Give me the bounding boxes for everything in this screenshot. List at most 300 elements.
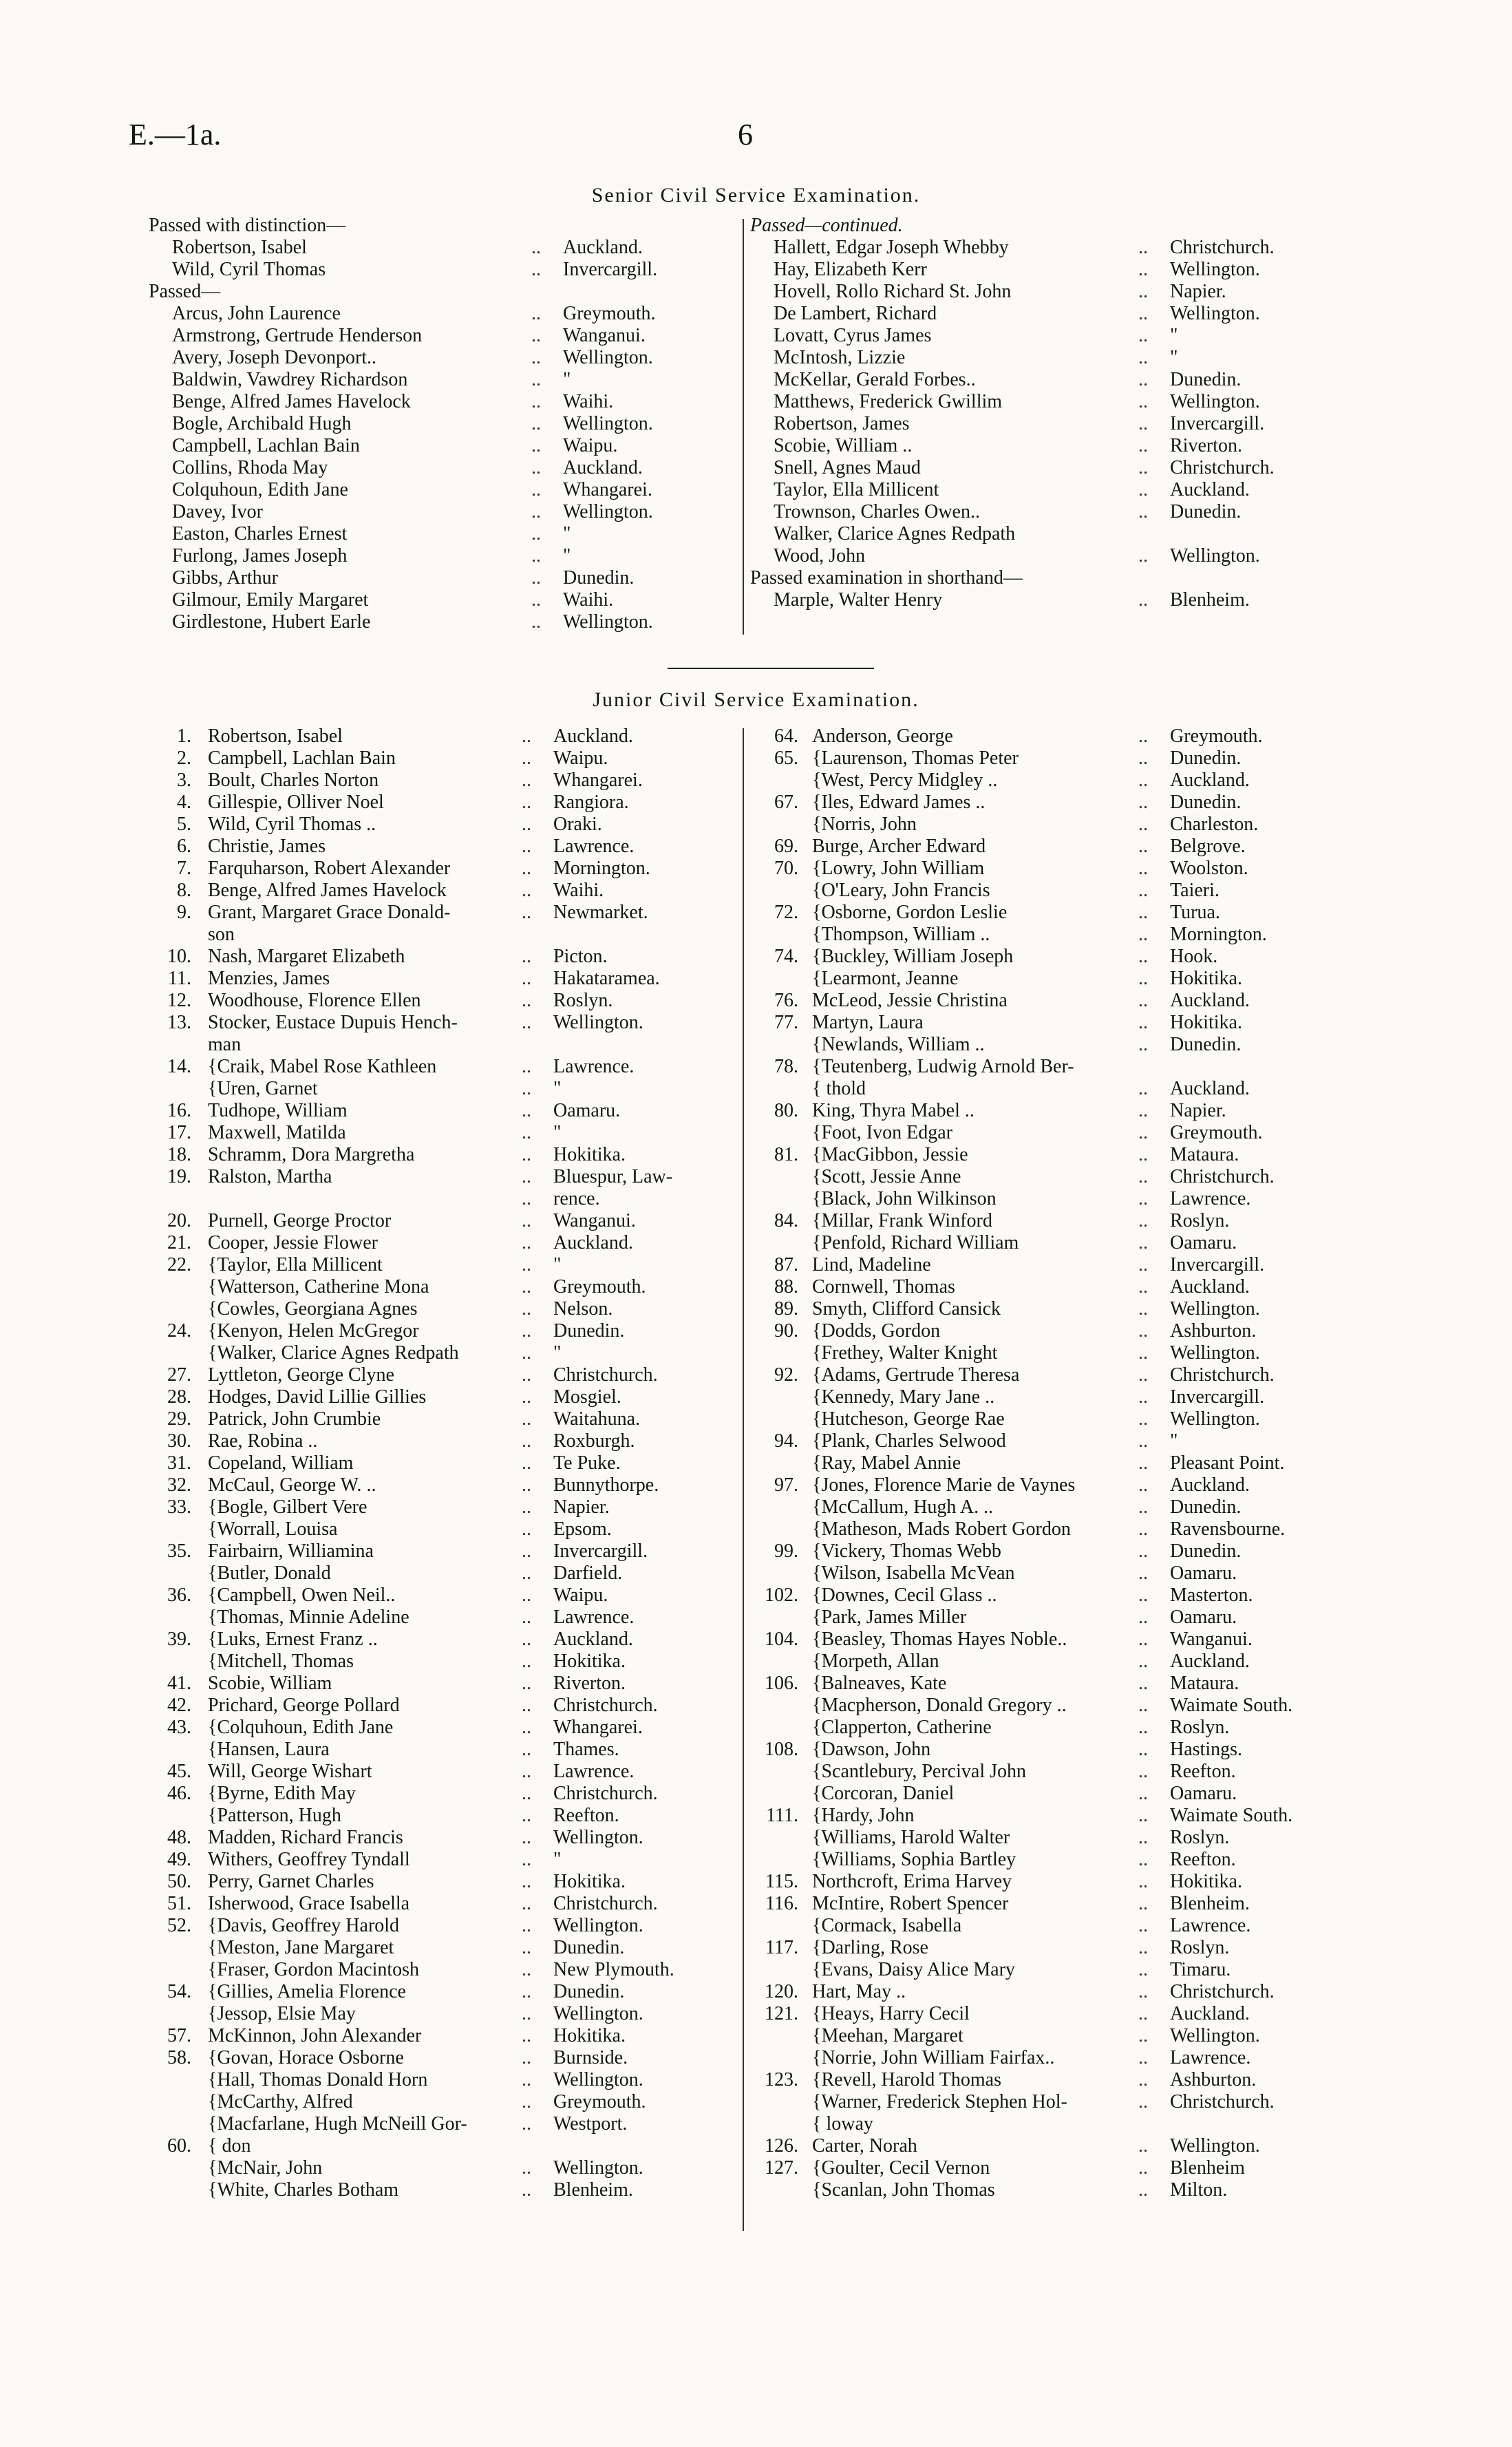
- list-item: [158, 1144, 741, 1166]
- leader-dots: ..: [1138, 1849, 1148, 1870]
- leader-dots: ..: [522, 1871, 531, 1892]
- candidate-name: McIntire, Robert Spencer: [812, 1893, 1009, 1914]
- leader-dots: ..: [522, 792, 531, 813]
- rank-number: 88.: [774, 1276, 798, 1297]
- candidate-place: Wellington.: [1170, 2135, 1260, 2157]
- candidate-place: Reefton.: [553, 1805, 619, 1826]
- rank-number: 30.: [167, 1430, 191, 1452]
- candidate-name: {Dodds, Gordon: [812, 1320, 941, 1342]
- candidate-place: Whangarei.: [553, 1717, 643, 1738]
- candidate-name: {Luks, Ernest Franz ..: [208, 1629, 378, 1650]
- list-item: [158, 880, 741, 902]
- list-item: [750, 1012, 1370, 1034]
- rank-number: 7.: [177, 858, 191, 879]
- rank-number: 69.: [774, 836, 798, 857]
- leader-dots: ..: [522, 968, 531, 989]
- list-item: [158, 2025, 741, 2047]
- list-item: [750, 1629, 1370, 1651]
- list-item: [750, 413, 1370, 435]
- leader-dots: ..: [531, 325, 541, 346]
- candidate-name: Rae, Robina ..: [208, 1430, 318, 1452]
- list-item: [750, 858, 1370, 880]
- leader-dots: ..: [531, 391, 541, 412]
- leader-dots: ..: [1138, 589, 1148, 611]
- candidate-place: Oamaru.: [1170, 1232, 1237, 1253]
- rank-number: 58.: [167, 2047, 191, 2068]
- candidate-place: ": [563, 523, 571, 544]
- candidate-place: Oamaru.: [1170, 1783, 1237, 1804]
- candidate-name: Scobie, William: [208, 1673, 332, 1694]
- leader-dots: ..: [531, 303, 541, 324]
- list-item: [158, 924, 741, 946]
- list-item: [750, 1585, 1370, 1607]
- leader-dots: ..: [522, 1607, 531, 1628]
- leader-dots: ..: [522, 1276, 531, 1297]
- list-item: [158, 1915, 741, 1937]
- list-item: [158, 1981, 741, 2003]
- candidate-place: Mornington.: [1170, 924, 1267, 945]
- candidate-place: Wellington.: [563, 501, 653, 522]
- list-item: [750, 501, 1370, 523]
- leader-dots: ..: [522, 1849, 531, 1870]
- list-item: [750, 2047, 1370, 2069]
- leader-dots: ..: [531, 237, 541, 258]
- leader-dots: ..: [1138, 1607, 1148, 1628]
- leader-dots: ..: [522, 880, 531, 901]
- rank-number: 54.: [167, 1981, 191, 2002]
- candidate-place: Christchurch.: [1170, 1166, 1275, 1187]
- candidate-place: Waihi.: [553, 880, 604, 901]
- leader-dots: ..: [1138, 858, 1148, 879]
- leader-dots: ..: [1138, 990, 1148, 1011]
- candidate-name: Prichard, George Pollard: [208, 1695, 400, 1716]
- leader-dots: ..: [522, 1452, 531, 1474]
- candidate-place: ": [553, 1849, 562, 1870]
- candidate-place: Hokitika.: [553, 1144, 626, 1165]
- leader-dots: ..: [522, 1430, 531, 1452]
- candidate-place: Dunedin.: [563, 567, 635, 589]
- list-item: [750, 748, 1370, 770]
- candidate-name: {Fraser, Gordon Macintosh: [208, 1959, 420, 1980]
- leader-dots: ..: [1138, 792, 1148, 813]
- candidate-place: Hokitika.: [553, 1651, 626, 1672]
- leader-dots: ..: [522, 1320, 531, 1342]
- candidate-place: Christchurch.: [1170, 457, 1275, 478]
- list-heading: Passed examination in shorthand—: [750, 567, 1023, 589]
- candidate-name: McKellar, Gerald Forbes..: [774, 369, 976, 390]
- candidate-name: {Butler, Donald: [208, 1563, 331, 1584]
- leader-dots: ..: [522, 1100, 531, 1121]
- rank-number: 102.: [765, 1585, 798, 1606]
- candidate-name: Lind, Madeline: [812, 1254, 931, 1275]
- candidate-place: ": [563, 545, 571, 566]
- list-item: [158, 1078, 741, 1100]
- section-divider: [668, 668, 874, 669]
- list-item: [158, 2113, 741, 2135]
- list-item: [750, 1056, 1370, 1078]
- candidate-name: {Bogle, Gilbert Vere: [208, 1496, 368, 1518]
- rank-number: 123.: [765, 2069, 798, 2090]
- candidate-name: Ralston, Martha: [208, 1166, 332, 1187]
- leader-dots: ..: [1138, 1673, 1148, 1694]
- candidate-place: Hokitika.: [1170, 968, 1242, 989]
- candidate-name: {Craik, Mabel Rose Kathleen: [208, 1056, 437, 1077]
- list-item: [750, 1518, 1370, 1540]
- leader-dots: ..: [531, 611, 541, 633]
- candidate-place: Auckland.: [1170, 1651, 1250, 1672]
- list-item: [750, 1805, 1370, 1827]
- candidate-name: Northcroft, Erima Harvey: [812, 1871, 1012, 1892]
- candidate-place: Christchurch.: [553, 1783, 658, 1804]
- candidate-name: {Ray, Mabel Annie: [812, 1452, 961, 1474]
- list-item: [158, 1408, 741, 1430]
- candidate-place: Greymouth.: [553, 2091, 646, 2112]
- candidate-name: {Byrne, Edith May: [208, 1783, 356, 1804]
- rank-number: 45.: [167, 1761, 191, 1782]
- candidate-place: Turua.: [1170, 902, 1220, 923]
- candidate-name: {Revell, Harold Thomas: [812, 2069, 1001, 2090]
- candidate-place: Bluespur, Law-: [553, 1166, 673, 1187]
- candidate-place: Wellington.: [553, 1915, 643, 1936]
- candidate-place: Wellington.: [1170, 2025, 1260, 2046]
- candidate-name: {Evans, Daisy Alice Mary: [812, 1959, 1015, 1980]
- list-item: [750, 1276, 1370, 1298]
- candidate-place: Dunedin.: [1170, 501, 1242, 522]
- leader-dots: ..: [1138, 1100, 1148, 1121]
- candidate-name: {Clapperton, Catherine: [812, 1717, 992, 1738]
- list-item: [158, 1474, 741, 1496]
- list-item: [158, 1122, 741, 1144]
- leader-dots: ..: [522, 2003, 531, 2024]
- leader-dots: ..: [522, 1210, 531, 1231]
- candidate-place: Dunedin.: [1170, 1496, 1242, 1518]
- list-item: [149, 281, 741, 303]
- list-item: [149, 479, 741, 501]
- candidate-place: Waipu.: [553, 748, 608, 769]
- candidate-name: Benge, Alfred James Havelock: [172, 391, 411, 412]
- candidate-name: {O'Leary, John Francis: [812, 880, 990, 901]
- leader-dots: ..: [522, 902, 531, 923]
- candidate-name: {Park, James Miller: [812, 1607, 967, 1628]
- candidate-place: Bunnythorpe.: [553, 1474, 659, 1496]
- candidate-place: rence.: [553, 1188, 600, 1209]
- list-item: [750, 391, 1370, 413]
- candidate-name: Colquhoun, Edith Jane: [172, 479, 348, 500]
- candidate-place: Lawrence.: [553, 836, 635, 857]
- candidate-name: Anderson, George: [812, 725, 953, 747]
- leader-dots: ..: [1138, 391, 1148, 412]
- rank-number: 16.: [167, 1100, 191, 1121]
- candidate-place: Ashburton.: [1170, 2069, 1257, 2090]
- junior-right-column: [750, 725, 1370, 2201]
- candidate-name: Avery, Joseph Devonport..: [172, 347, 377, 368]
- candidate-place: Thames.: [553, 1739, 619, 1760]
- leader-dots: ..: [1138, 1915, 1148, 1936]
- rank-number: 42.: [167, 1695, 191, 1716]
- candidate-name: Trownson, Charles Owen..: [774, 501, 980, 522]
- candidate-name: Campbell, Lachlan Bain: [172, 435, 360, 456]
- candidate-place: Dunedin.: [553, 1937, 625, 1958]
- candidate-name: Hay, Elizabeth Kerr: [774, 259, 927, 280]
- leader-dots: ..: [1138, 1166, 1148, 1187]
- list-item: [158, 1717, 741, 1739]
- candidate-name: {Kennedy, Mary Jane ..: [812, 1386, 995, 1408]
- leader-dots: ..: [1138, 1188, 1148, 1209]
- list-item: [158, 968, 741, 990]
- list-item: [750, 1474, 1370, 1496]
- candidate-name: Schramm, Dora Margretha: [208, 1144, 415, 1165]
- list-item: [158, 2069, 741, 2091]
- candidate-name: Lovatt, Cyrus James: [774, 325, 932, 346]
- candidate-name: {Macfarlane, Hugh McNeill Gor-: [208, 2113, 467, 2134]
- list-item: [750, 281, 1370, 303]
- leader-dots: ..: [1138, 1871, 1148, 1892]
- candidate-name: Robertson, Isabel: [208, 725, 343, 747]
- leader-dots: ..: [1138, 1496, 1148, 1518]
- list-item: [149, 259, 741, 281]
- list-item: [750, 1981, 1370, 2003]
- candidate-name: {Learmont, Jeanne: [812, 968, 959, 989]
- candidate-name: Campbell, Lachlan Bain: [208, 748, 396, 769]
- leader-dots: ..: [522, 2025, 531, 2046]
- rank-number: 70.: [774, 858, 798, 879]
- candidate-place: Rangiora.: [553, 792, 629, 813]
- candidate-place: Christchurch.: [553, 1695, 658, 1716]
- candidate-name: Arcus, John Laurence: [172, 303, 341, 324]
- candidate-place: Dunedin.: [1170, 369, 1242, 390]
- candidate-place: Roslyn.: [553, 990, 613, 1011]
- candidate-place: Timaru.: [1170, 1959, 1231, 1980]
- list-item: [750, 1342, 1370, 1364]
- candidate-place: Mataura.: [1170, 1673, 1239, 1694]
- candidate-name: Fairbairn, Williamina: [208, 1540, 374, 1562]
- list-item: [750, 2091, 1370, 2113]
- list-item: [158, 1012, 741, 1034]
- leader-dots: ..: [1138, 369, 1148, 390]
- candidate-name: {White, Charles Botham: [208, 2179, 399, 2201]
- candidate-name: {Meston, Jane Margaret: [208, 1937, 394, 1958]
- rank-number: 18.: [167, 1144, 191, 1165]
- rank-number: 2.: [177, 748, 191, 769]
- candidate-place: Wellington.: [553, 2069, 643, 2090]
- list-heading: Passed with distinction—: [149, 215, 346, 236]
- rank-number: 48.: [167, 1827, 191, 1848]
- candidate-name: Robertson, James: [774, 413, 910, 434]
- candidate-name: Purnell, George Proctor: [208, 1210, 392, 1231]
- list-item: [750, 347, 1370, 369]
- leader-dots: ..: [522, 2157, 531, 2179]
- candidate-name: { don: [208, 2135, 251, 2157]
- candidate-name: Nash, Margaret Elizabeth: [208, 946, 405, 967]
- candidate-name: King, Thyra Mabel ..: [812, 1100, 975, 1121]
- list-item: [750, 303, 1370, 325]
- rank-number: 17.: [167, 1122, 191, 1143]
- list-item: [750, 1364, 1370, 1386]
- candidate-place: Auckland.: [1170, 2003, 1250, 2024]
- candidate-place: Waimate South.: [1170, 1805, 1293, 1826]
- page-reference: E.—1a.: [129, 118, 222, 151]
- list-item: [750, 545, 1370, 567]
- candidate-place: Auckland.: [1170, 1276, 1250, 1297]
- leader-dots: ..: [1138, 814, 1148, 835]
- candidate-name: Wild, Cyril Thomas: [172, 259, 326, 280]
- candidate-name: {Foot, Ivon Edgar: [812, 1122, 952, 1143]
- leader-dots: ..: [1138, 347, 1148, 368]
- senior-left-column: [149, 215, 741, 633]
- candidate-name: son: [208, 924, 235, 945]
- rank-number: 10.: [167, 946, 191, 967]
- candidate-place: Waipu.: [553, 1585, 608, 1606]
- list-item: [158, 1342, 741, 1364]
- candidate-place: Auckland.: [1170, 770, 1250, 791]
- leader-dots: ..: [531, 567, 541, 589]
- candidate-place: Lawrence.: [553, 1056, 635, 1077]
- list-item: [158, 748, 741, 770]
- candidate-name: Cooper, Jessie Flower: [208, 1232, 378, 1253]
- leader-dots: ..: [522, 990, 531, 1011]
- candidate-name: {Watterson, Catherine Mona: [208, 1276, 429, 1297]
- junior-left-column: [158, 725, 741, 2201]
- list-item: [750, 479, 1370, 501]
- candidate-name: Easton, Charles Ernest: [172, 523, 348, 544]
- candidate-name: {Kenyon, Helen McGregor: [208, 1320, 419, 1342]
- list-item: [158, 1761, 741, 1783]
- candidate-name: Furlong, James Joseph: [172, 545, 348, 566]
- list-item: [149, 347, 741, 369]
- leader-dots: ..: [522, 1474, 531, 1496]
- list-item: [158, 1056, 741, 1078]
- candidate-name: Perry, Garnet Charles: [208, 1871, 374, 1892]
- leader-dots: ..: [1138, 1430, 1148, 1452]
- rank-number: 116.: [765, 1893, 798, 1914]
- list-item: [750, 1893, 1370, 1915]
- rank-number: 36.: [167, 1585, 191, 1606]
- candidate-name: Stocker, Eustace Dupuis Hench-: [208, 1012, 458, 1033]
- leader-dots: ..: [522, 1298, 531, 1320]
- candidate-place: Auckland.: [563, 237, 643, 258]
- candidate-place: Waihi.: [563, 589, 614, 611]
- candidate-name: {Norrie, John William Fairfax..: [812, 2047, 1055, 2068]
- leader-dots: ..: [522, 858, 531, 879]
- list-item: [750, 1827, 1370, 1849]
- candidate-name: {Black, John Wilkinson: [812, 1188, 997, 1209]
- list-item: [149, 523, 741, 545]
- rank-number: 3.: [177, 770, 191, 791]
- leader-dots: ..: [1138, 1651, 1148, 1672]
- senior-right-column: [750, 215, 1370, 611]
- list-item: [149, 325, 741, 347]
- candidate-place: Greymouth.: [1170, 1122, 1263, 1143]
- list-item: [158, 1563, 741, 1585]
- rank-number: 115.: [765, 1871, 798, 1892]
- rank-number: 111.: [766, 1805, 798, 1826]
- candidate-place: Hakataramea.: [553, 968, 660, 989]
- candidate-place: Auckland.: [1170, 990, 1250, 1011]
- candidate-name: {Uren, Garnet: [208, 1078, 318, 1099]
- leader-dots: ..: [522, 1342, 531, 1364]
- rank-number: 89.: [774, 1298, 798, 1320]
- list-heading: Passed—continued.: [750, 215, 903, 236]
- candidate-name: {MacGibbon, Jessie: [812, 1144, 968, 1165]
- leader-dots: ..: [1138, 1408, 1148, 1430]
- candidate-place: Mataura.: [1170, 1144, 1239, 1165]
- candidate-place: Wellington.: [1170, 1298, 1260, 1320]
- leader-dots: ..: [522, 1739, 531, 1760]
- candidate-place: Wellington.: [553, 2157, 643, 2179]
- leader-dots: ..: [522, 1012, 531, 1033]
- candidate-place: Newmarket.: [553, 902, 648, 923]
- list-item: [750, 1937, 1370, 1959]
- candidate-name: Girdlestone, Hubert Earle: [172, 611, 371, 633]
- leader-dots: ..: [1138, 1893, 1148, 1914]
- junior-column-divider: [743, 728, 744, 2231]
- list-item: [750, 325, 1370, 347]
- candidate-place: Te Puke.: [553, 1452, 621, 1474]
- candidate-place: Wellington.: [563, 347, 653, 368]
- candidate-name: {Williams, Harold Walter: [812, 1827, 1010, 1848]
- leader-dots: ..: [522, 1563, 531, 1584]
- list-item: [750, 1210, 1370, 1232]
- leader-dots: ..: [1138, 457, 1148, 478]
- candidate-place: Riverton.: [1170, 435, 1242, 456]
- rank-number: 14.: [167, 1056, 191, 1077]
- list-item: [149, 369, 741, 391]
- rank-number: 12.: [167, 990, 191, 1011]
- leader-dots: ..: [1138, 2003, 1148, 2024]
- candidate-place: Oraki.: [553, 814, 602, 835]
- candidate-place: Christchurch.: [1170, 2091, 1275, 2112]
- list-item: [750, 1386, 1370, 1408]
- leader-dots: ..: [522, 2091, 531, 2112]
- list-item: [158, 1166, 741, 1188]
- list-item: [750, 589, 1370, 611]
- list-item: [158, 1629, 741, 1651]
- leader-dots: ..: [522, 1805, 531, 1826]
- list-item: [158, 1034, 741, 1056]
- candidate-name: {McCallum, Hugh A. ..: [812, 1496, 994, 1518]
- leader-dots: ..: [522, 1827, 531, 1848]
- leader-dots: ..: [1138, 545, 1148, 566]
- candidate-name: Gillespie, Olliver Noel: [208, 792, 384, 813]
- list-item: [149, 567, 741, 589]
- leader-dots: ..: [1138, 1959, 1148, 1980]
- rank-number: 94.: [774, 1430, 798, 1452]
- rank-number: 31.: [167, 1452, 191, 1474]
- list-item: [750, 2069, 1370, 2091]
- candidate-name: {Jessop, Elsie May: [208, 2003, 356, 2024]
- candidate-place: Mosgiel.: [553, 1386, 621, 1408]
- list-item: [158, 1386, 741, 1408]
- candidate-name: {Corcoran, Daniel: [812, 1783, 955, 1804]
- list-item: [750, 1144, 1370, 1166]
- candidate-name: Tudhope, William: [208, 1100, 348, 1121]
- list-item: [750, 1849, 1370, 1871]
- candidate-place: Dunedin.: [1170, 1034, 1242, 1055]
- leader-dots: ..: [522, 1364, 531, 1386]
- rank-number: 21.: [167, 1232, 191, 1253]
- list-item: [750, 1496, 1370, 1518]
- candidate-name: man: [208, 1034, 242, 1055]
- leader-dots: ..: [1138, 1827, 1148, 1848]
- candidate-place: New Plymouth.: [553, 1959, 674, 1980]
- candidate-name: {McNair, John: [208, 2157, 323, 2179]
- candidate-name: McKinnon, John Alexander: [208, 2025, 422, 2046]
- leader-dots: ..: [522, 1254, 531, 1275]
- list-item: [158, 946, 741, 968]
- list-item: [750, 1695, 1370, 1717]
- candidate-name: Baldwin, Vawdrey Richardson: [172, 369, 408, 390]
- list-item: [158, 2003, 741, 2025]
